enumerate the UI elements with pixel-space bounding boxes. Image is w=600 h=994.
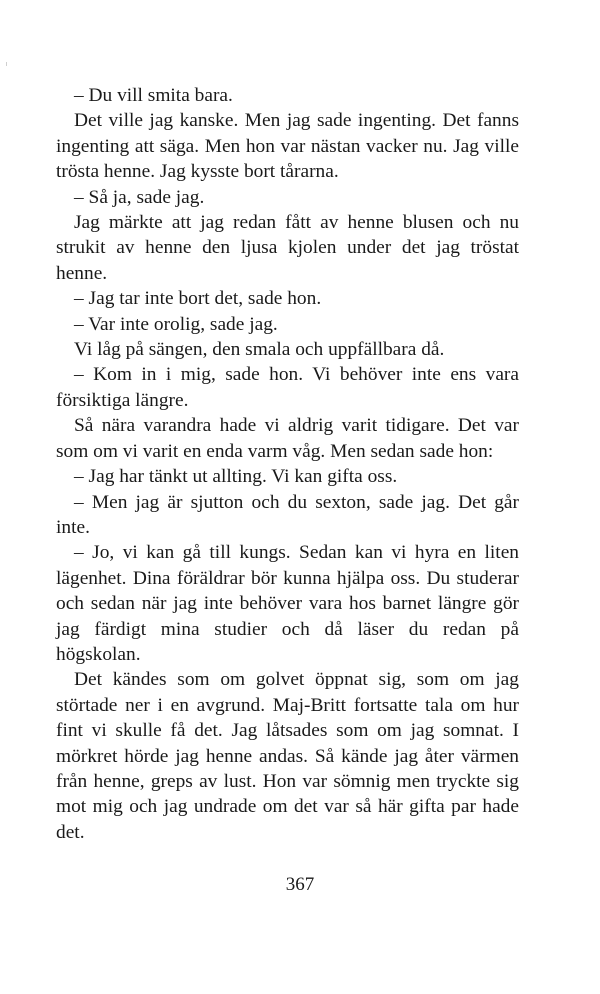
paragraph: Det ville jag kanske. Men jag sade ingenting. Det fanns ingenting att säga. Men hon var nästan vacker nu. Jag ville trösta henne. Jag kysste bort tårarna. [56, 110, 519, 183]
paragraph: – Kom in i mig, sade hon. Vi behöver inte ens vara försiktiga längre. [56, 364, 519, 411]
paragraph: – Jo, vi kan gå till kungs. Sedan kan vi hyra en liten lägenhet. Dina föräldrar bör kunna hjälpa oss. Du studerar och sedan när jag inte behöver vara hos barnet längre gör jag färdigt mina studier och då läser du redan på högskolan. [56, 542, 519, 665]
page-number: 367 [285, 874, 315, 895]
margin-speck [6, 62, 7, 66]
body-text [56, 83, 519, 845]
paragraph: – Var inte orolig, sade jag. [74, 313, 278, 335]
paragraph: – Jag har tänkt ut allting. Vi kan gifta oss. [74, 466, 398, 488]
paragraph: Jag märkte att jag redan fått av henne blusen och nu strukit av henne den ljusa kjolen under det jag tröstat henne. [56, 212, 519, 284]
paragraph: Vi låg på sängen, den smala och uppfällbara då. [74, 339, 445, 361]
paragraph: – Du vill smita bara. [74, 85, 233, 106]
paragraph: – Men jag är sjutton och du sexton, sade jag. Det går inte. [56, 491, 519, 538]
paragraph: – Jag tar inte bort det, sade hon. [74, 288, 322, 310]
paragraph: – Så ja, sade jag. [74, 186, 205, 208]
paragraph: Så nära varandra hade vi aldrig varit tidigare. Det var som om vi varit en enda varm våg. Men sedan sade hon: [56, 415, 519, 462]
paragraph: Det kändes som om golvet öppnat sig, som om jag störtade ner i en avgrund. Maj-Britt fortsatte tala om hur fint vi skulle få det. Jag låtsades som om jag somnat. I mörkret hörde jag henne andas. Så kände jag åter värmen från henne, greps av lust. Hon var sömnig men tryckte sig mot mig och jag undrade om det var så här gifta par hade det. [56, 669, 519, 843]
